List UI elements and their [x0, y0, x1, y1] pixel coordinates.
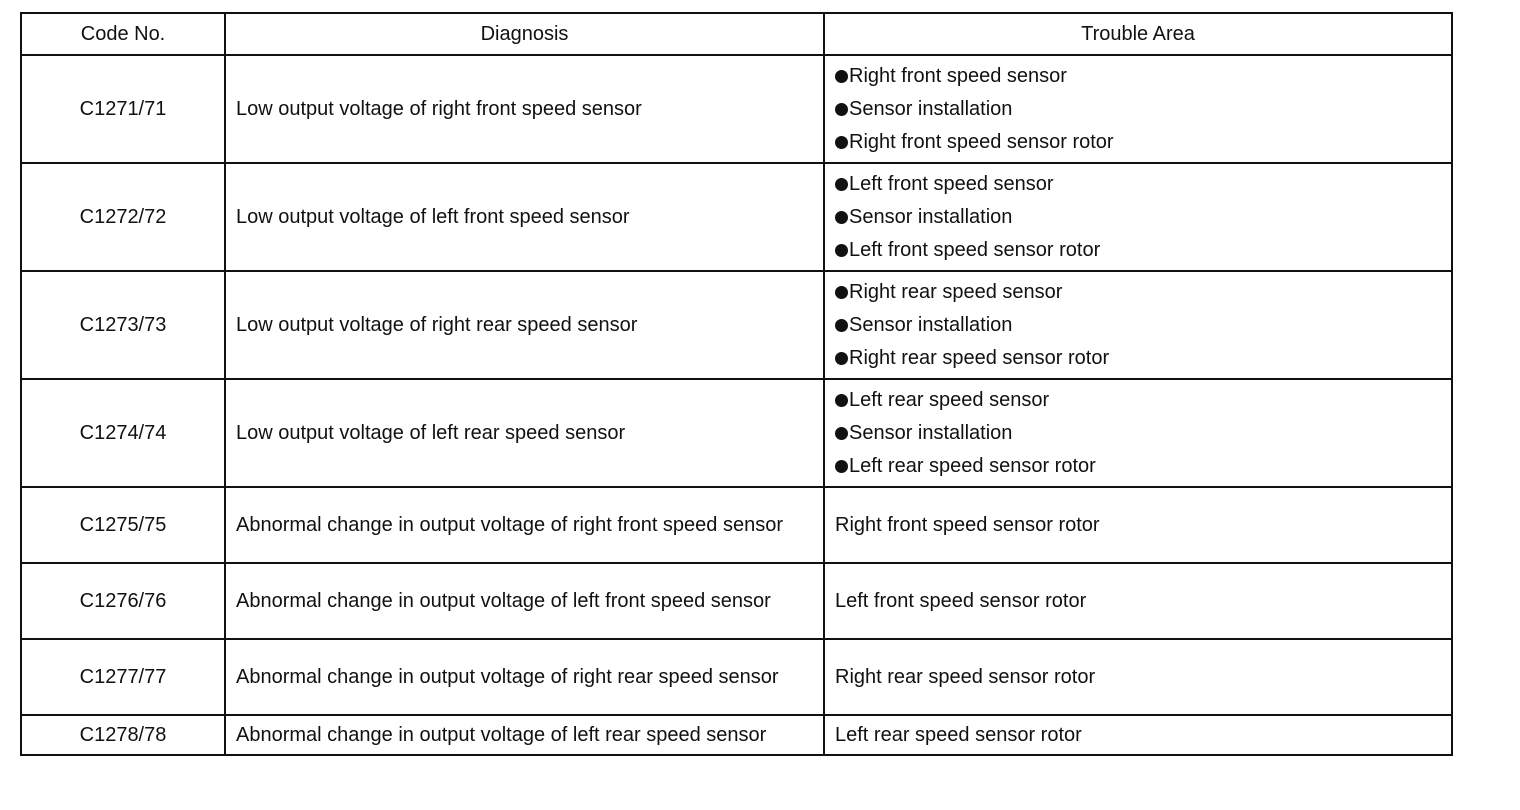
bullet-icon	[835, 460, 848, 473]
trouble-area-item: Sensor installation	[835, 201, 1441, 234]
table-row	[21, 163, 1452, 271]
trouble-area-cell: Left front speed sensor rotor	[824, 563, 1452, 639]
trouble-area-item: Right front speed sensor rotor	[835, 126, 1441, 159]
column-header-diagnosis: Diagnosis	[225, 13, 824, 55]
diagnostic-trouble-code-table	[20, 12, 1453, 756]
bullet-icon	[835, 319, 848, 332]
bullet-icon	[835, 286, 848, 299]
trouble-area-cell: Left rear speed sensor rotor	[824, 715, 1452, 755]
trouble-area-item: Left rear speed sensor	[835, 384, 1441, 417]
table-row	[21, 639, 1452, 715]
diagnosis-cell: Abnormal change in output voltage of left rear speed sensor	[225, 715, 824, 755]
code-cell: C1275/75	[21, 487, 225, 563]
bullet-icon	[835, 244, 848, 257]
trouble-area-item: Left front speed sensor rotor	[835, 234, 1441, 267]
diagnosis-cell: Low output voltage of left rear speed sensor	[225, 379, 824, 487]
bullet-icon	[835, 394, 848, 407]
trouble-area-item: Right rear speed sensor rotor	[835, 342, 1441, 375]
table-header-row	[21, 13, 1452, 55]
code-cell: C1277/77	[21, 639, 225, 715]
table-row	[21, 715, 1452, 755]
code-cell: C1274/74	[21, 379, 225, 487]
trouble-area-item: Left front speed sensor	[835, 168, 1441, 201]
code-cell: C1278/78	[21, 715, 225, 755]
table-row	[21, 379, 1452, 487]
bullet-icon	[835, 136, 848, 149]
table-row	[21, 271, 1452, 379]
trouble-area-cell	[824, 271, 1452, 379]
bullet-icon	[835, 352, 848, 365]
diagnosis-cell: Abnormal change in output voltage of right front speed sensor	[225, 487, 824, 563]
bullet-icon	[835, 178, 848, 191]
trouble-area-item: Left rear speed sensor rotor	[835, 450, 1441, 483]
trouble-area-cell: Right front speed sensor rotor	[824, 487, 1452, 563]
diagnosis-cell: Low output voltage of right front speed sensor	[225, 55, 824, 163]
diagnosis-cell: Low output voltage of right rear speed sensor	[225, 271, 824, 379]
bullet-icon	[835, 103, 848, 116]
diagnosis-cell: Abnormal change in output voltage of left front speed sensor	[225, 563, 824, 639]
code-cell: C1271/71	[21, 55, 225, 163]
code-cell: C1272/72	[21, 163, 225, 271]
trouble-area-cell	[824, 379, 1452, 487]
column-header-code: Code No.	[21, 13, 225, 55]
trouble-area-item: Sensor installation	[835, 417, 1441, 450]
trouble-area-item: Sensor installation	[835, 309, 1441, 342]
code-cell: C1273/73	[21, 271, 225, 379]
table-row	[21, 55, 1452, 163]
trouble-area-cell	[824, 163, 1452, 271]
trouble-area-cell: Right rear speed sensor rotor	[824, 639, 1452, 715]
trouble-area-item: Right front speed sensor	[835, 60, 1441, 93]
code-cell: C1276/76	[21, 563, 225, 639]
diagnosis-cell: Low output voltage of left front speed sensor	[225, 163, 824, 271]
trouble-area-item: Sensor installation	[835, 93, 1441, 126]
bullet-icon	[835, 427, 848, 440]
table-row	[21, 563, 1452, 639]
table-row	[21, 487, 1452, 563]
trouble-area-item: Right rear speed sensor	[835, 276, 1441, 309]
bullet-icon	[835, 211, 848, 224]
diagnosis-cell: Abnormal change in output voltage of right rear speed sensor	[225, 639, 824, 715]
bullet-icon	[835, 70, 848, 83]
trouble-area-cell	[824, 55, 1452, 163]
column-header-trouble-area: Trouble Area	[824, 13, 1452, 55]
